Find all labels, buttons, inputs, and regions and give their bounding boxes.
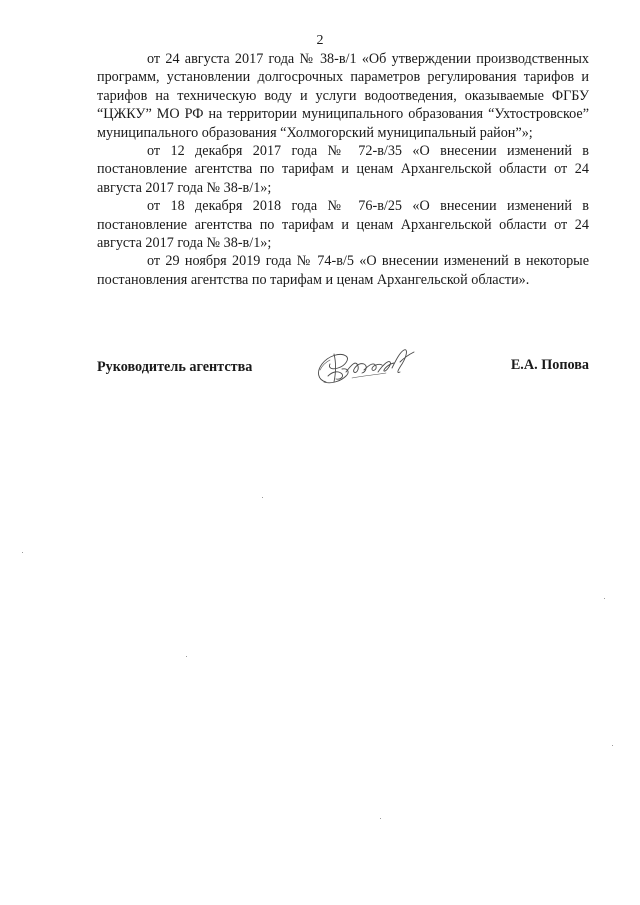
scan-speck (380, 818, 381, 819)
paragraph-resolution-2017-08-24: от 24 августа 2017 года № 38-в/1 «Об утверждении производственных программ, установлении долгосрочных параметров регулирования тарифов и тарифов на техническую воду и услуги водоотведения, оказываемые ФГБУ “ЦЖКУ” МО РФ на территории муниципального образования “Ухтостровское” муниципального образования “Холмогорский муниципальный район”»; (97, 51, 589, 141)
page-number: 2 (316, 33, 324, 48)
signer-name: Е.А. Попова (510, 357, 589, 373)
scan-speck (186, 656, 187, 657)
scan-speck (612, 745, 613, 746)
scan-speck (604, 598, 605, 599)
document-body (97, 50, 589, 289)
handwritten-signature-icon (312, 342, 422, 388)
paragraph-resolution-2019-11-29: от 29 ноября 2019 года № 74-в/5 «О внесении изменений в некоторые постановления агентства по тарифам и ценам Архангельской области». (97, 253, 589, 288)
scan-speck (22, 552, 23, 553)
paragraph-resolution-2017-12-12: от 12 декабря 2017 года № 72-в/35 «О внесении изменений в постановление агентства по тарифам и ценам Архангельской области от 24 августа 2017 года № 38-в/1»; (97, 143, 589, 196)
signature-block (97, 342, 589, 392)
signer-position: Руководитель агентства (97, 359, 253, 375)
paragraph-resolution-2018-12-18: от 18 декабря 2018 года № 76-в/25 «О внесении изменений в постановление агентства по тарифам и ценам Архангельской области от 24 августа 2017 года № 38-в/1»; (97, 198, 589, 252)
scan-speck (262, 497, 263, 498)
